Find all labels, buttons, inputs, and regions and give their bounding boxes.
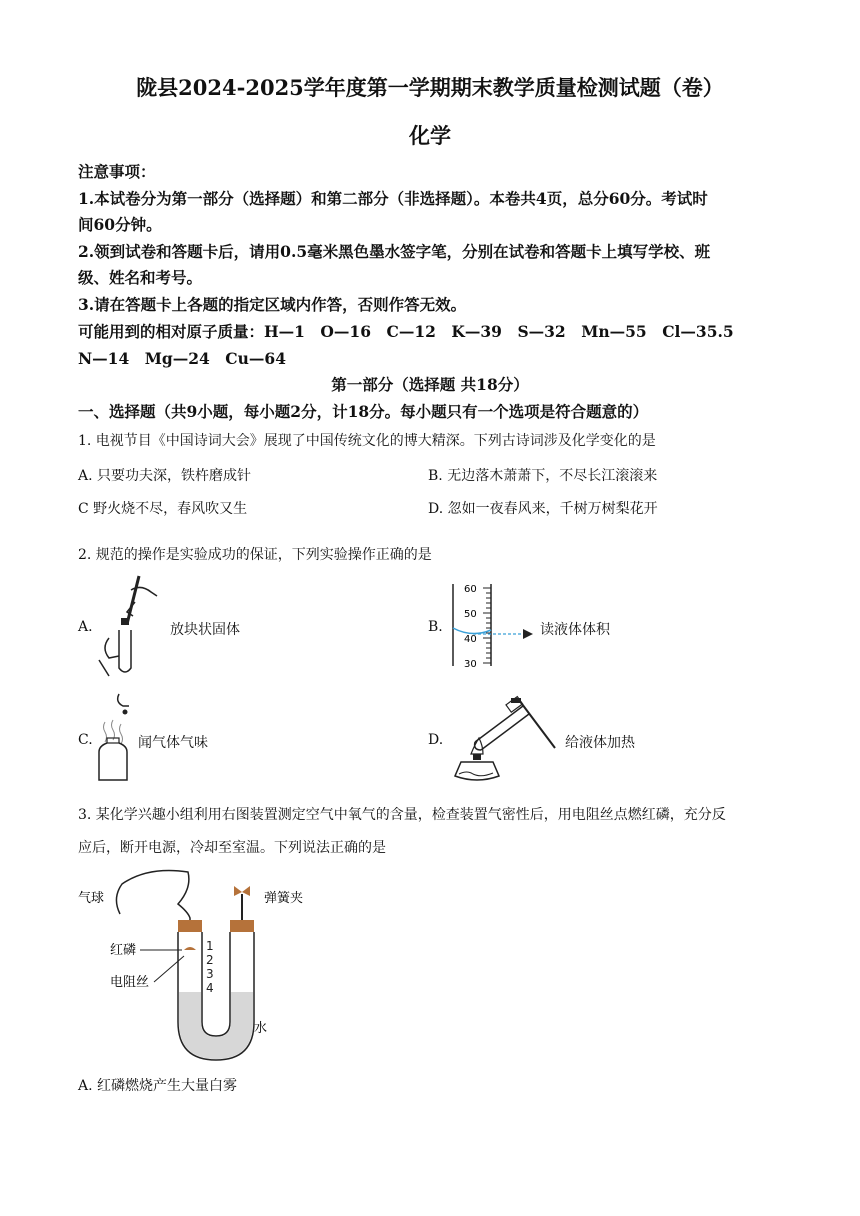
q2-option-d-label: 给液体加热 bbox=[565, 735, 635, 751]
q2-figure-a bbox=[95, 568, 165, 680]
label-spring-clamp: 弹簧夹 bbox=[264, 891, 304, 906]
q2-option-b-label: 读液体体积 bbox=[540, 622, 610, 638]
q2-option-a-label: 放块状固体 bbox=[170, 622, 240, 638]
tick-label-60: 60 bbox=[464, 584, 477, 595]
mark-2: 2 bbox=[206, 953, 214, 967]
q2-figure-c bbox=[95, 690, 137, 786]
tick-label-40: 40 bbox=[464, 634, 477, 645]
q3-option-a: A. 红磷燃烧产生大量白雾 bbox=[78, 1078, 238, 1094]
label-red-phosphorus: 红磷 bbox=[110, 943, 137, 958]
atomic-masses-a: 可能用到的相对原子质量：H—1 O—16 C—12 K—39 S—32 Mn—55 Cl—35.5 bbox=[78, 322, 734, 341]
q2-option-c-letter: C. bbox=[78, 732, 93, 748]
tick-label-30: 30 bbox=[464, 659, 477, 670]
q2-figure-b bbox=[445, 578, 540, 670]
mark-4: 4 bbox=[206, 981, 214, 995]
notes-heading: 注意事项： bbox=[78, 162, 156, 181]
q1-stem: 1. 电视节目《中国诗词大会》展现了中国传统文化的博大精深。下列古诗词涉及化学变化的是 bbox=[78, 433, 656, 449]
q2-option-a-letter: A. bbox=[78, 619, 93, 635]
exam-subject: 化学 bbox=[409, 123, 451, 148]
note-1b: 间60分钟。 bbox=[78, 215, 162, 234]
q1-option-d: D. 忽如一夜春风来，千树万树梨花开 bbox=[428, 501, 658, 517]
q1-option-b: B. 无边落木萧萧下，不尽长江滚滚来 bbox=[428, 468, 658, 484]
q1-option-c: C 野火烧不尽，春风吹又生 bbox=[78, 501, 248, 517]
tick-label-50: 50 bbox=[464, 609, 477, 620]
note-1a: 1.本试卷分为第一部分（选择题）和第二部分（非选择题）。本卷共4页，总分60分。考试时 bbox=[78, 189, 708, 208]
q3-apparatus-figure bbox=[78, 864, 338, 1064]
note-2b: 级、姓名和考号。 bbox=[78, 268, 203, 287]
note-3: 3.请在答题卡上各题的指定区域内作答，否则作答无效。 bbox=[78, 295, 467, 314]
q2-option-c-label: 闻气体气味 bbox=[138, 735, 208, 751]
label-balloon: 气球 bbox=[78, 891, 105, 906]
q3-stem-b: 应后，断开电源，冷却至室温。下列说法正确的是 bbox=[78, 840, 386, 856]
q2-stem: 2. 规范的操作是实验成功的保证，下列实验操作正确的是 bbox=[78, 547, 432, 563]
section-heading: 一、选择题（共9小题，每小题2分，计18分。每小题只有一个选项是符合题意的） bbox=[78, 402, 649, 421]
q3-stem-a: 3. 某化学兴趣小组利用右图装置测定空气中氧气的含量，检查装置气密性后，用电阻丝点燃红磷，充分反 bbox=[78, 807, 726, 823]
mark-3: 3 bbox=[206, 967, 214, 981]
q1-option-a: A. 只要功夫深，铁杵磨成针 bbox=[78, 468, 252, 484]
note-2a: 2.领到试卷和答题卡后，请用0.5毫米黑色墨水签字笔，分别在试卷和答题卡上填写学校、班 bbox=[78, 242, 711, 261]
exam-title: 陇县2024-2025学年度第一学期期末教学质量检测试题（卷） bbox=[136, 75, 724, 100]
label-resistance-wire: 电阻丝 bbox=[110, 975, 150, 990]
label-water: 水 bbox=[254, 1021, 268, 1036]
q2-option-b-letter: B. bbox=[428, 619, 443, 635]
part1-heading: 第一部分（选择题 共18分） bbox=[331, 375, 529, 394]
atomic-masses-b: N—14 Mg—24 Cu—64 bbox=[78, 349, 286, 368]
mark-1: 1 bbox=[206, 939, 214, 953]
q2-figure-d bbox=[445, 692, 565, 787]
q2-option-d-letter: D. bbox=[428, 732, 444, 748]
